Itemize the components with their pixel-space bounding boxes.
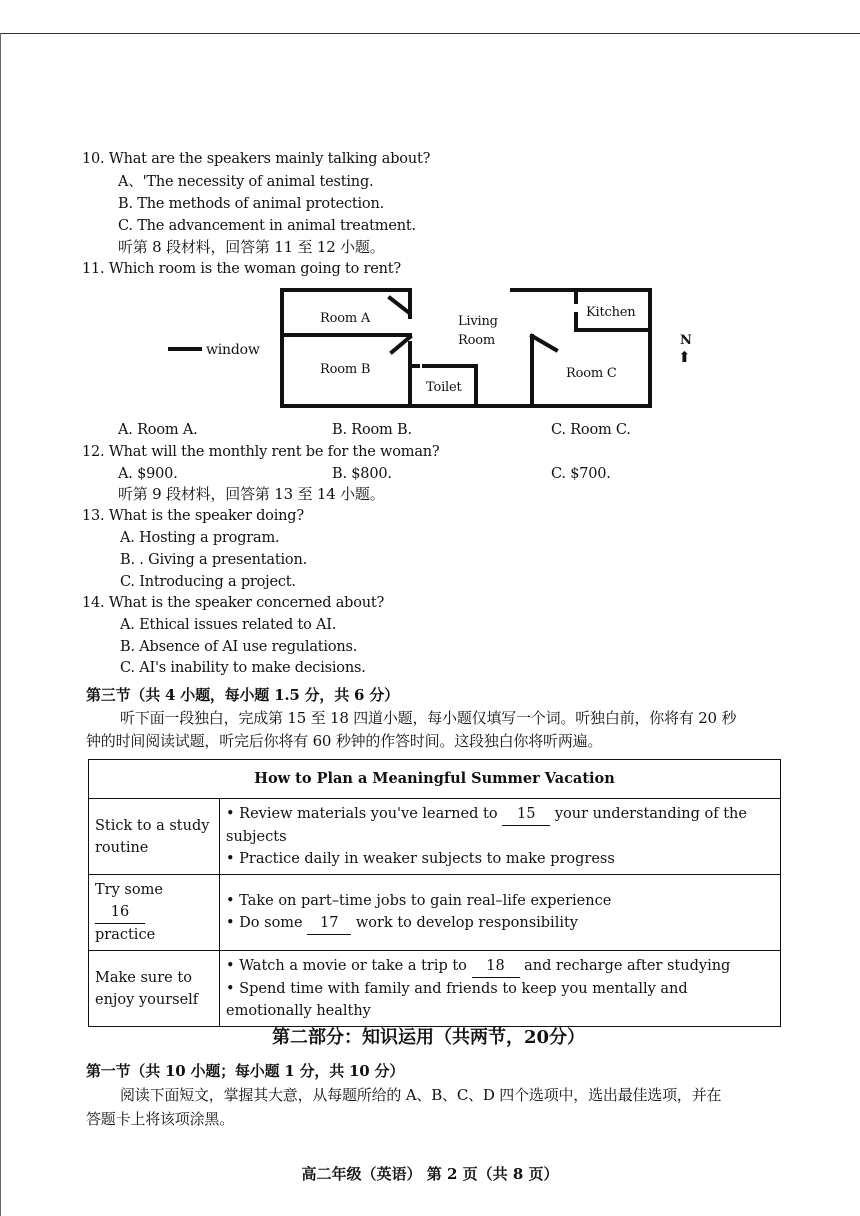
row3-label-line1: Make sure to	[95, 969, 192, 986]
part2-instruction-line2: 答题卡上将该项涂黑。	[86, 1110, 235, 1128]
q14-stem: 14. What is the speaker concerned about?	[82, 595, 385, 611]
q12-stem: 12. What will the monthly rent be for the woman?	[82, 444, 440, 460]
q10-option-a: A、'The necessity of animal testing.	[118, 174, 374, 190]
row3-bullet2: • Spend time with family and friends to keep you mentally and emotionally healthy	[226, 981, 688, 1019]
row1-bullet1-tail: your understanding of the subjects	[226, 806, 747, 845]
part2-section1-title: 第一节（共 10 小题；每小题 1 分，共 10 分）	[86, 1062, 405, 1080]
table-title: How to Plan a Meaningful Summer Vacation	[89, 760, 781, 799]
section3-title: 第三节（共 4 小题，每小题 1.5 分，共 6 分）	[86, 686, 399, 704]
row1-bullet2: • Practice daily in weaker subjects to make progress	[226, 851, 615, 867]
kitchen-label: Kitchen	[586, 305, 636, 320]
q14-option-b: B. Absence of AI use regulations.	[120, 639, 358, 655]
table-row	[89, 799, 781, 875]
q13-option-b: B. . Giving a presentation.	[120, 552, 307, 568]
row1-bullet1-text: • Review materials you've learned to	[226, 806, 498, 822]
row3-bullet1	[226, 955, 774, 978]
room-c-label: Room C	[566, 366, 617, 381]
section3-instruction-line2: 钟的时间阅读试题，听完后你将有 60 秒钟的作答时间。这段独白你将听两遍。	[86, 732, 603, 750]
window-legend-line	[168, 347, 202, 351]
row2-label-line2: practice	[95, 927, 156, 943]
blank-16: 16	[95, 901, 145, 924]
north-arrow-icon: ⬆	[678, 348, 691, 366]
instruction-9: 听第 9 段材料，回答第 13 至 14 小题。	[118, 485, 385, 503]
row3-bullet1-text: • Watch a movie or take a trip to	[226, 958, 467, 974]
toilet-label: Toilet	[426, 380, 462, 395]
q14-option-a: A. Ethical issues related to AI.	[120, 617, 337, 633]
top-border-line	[0, 33, 860, 34]
row2-bullet1: • Take on part–time jobs to gain real–life experience	[226, 893, 612, 909]
row3-content	[220, 951, 781, 1027]
q10-stem: 10. What are the speakers mainly talking about?	[82, 151, 431, 167]
row1-content	[220, 799, 781, 875]
row1-label-line2: routine	[95, 839, 149, 856]
q11-stem: 11. Which room is the woman going to rent?	[82, 261, 401, 277]
q10-option-c: C. The advancement in animal treatment.	[118, 218, 416, 234]
row2-bullet2-tail: work to develop responsibility	[355, 915, 578, 931]
room-b-label: Room B	[320, 362, 371, 377]
instruction-8: 听第 8 段材料，回答第 11 至 12 小题。	[118, 238, 385, 256]
living-room-label-line2: Room	[458, 333, 495, 348]
floor-plan	[280, 288, 652, 408]
row3-label	[89, 951, 220, 1027]
living-room-label-line1: Living	[458, 314, 498, 329]
row3-bullet1-tail: and recharge after studying	[524, 958, 731, 974]
row3-label-line2: enjoy yourself	[95, 991, 199, 1008]
window-legend-label: window	[206, 342, 260, 358]
north-label: N	[680, 333, 692, 348]
summer-vacation-table	[88, 759, 781, 1027]
row2-label-line1	[95, 879, 213, 924]
q12-option-a: A. $900.	[118, 466, 178, 482]
row1-bullet1	[226, 803, 774, 848]
row2-bullet2	[226, 912, 774, 935]
table-row	[89, 875, 781, 951]
q12-option-b: B. $800.	[332, 466, 392, 482]
section3-instruction-line1: 听下面一段独白，完成第 15 至 18 四道小题，每小题仅填写一个词。听独白前，你将有 20 秒	[120, 709, 737, 727]
room-a-label: Room A	[320, 311, 371, 326]
row2-content	[220, 875, 781, 951]
q10-option-b: B. The methods of animal protection.	[118, 196, 385, 212]
left-border-line	[0, 33, 1, 1216]
blank-17: 17	[307, 912, 351, 935]
q14-option-c: C. AI's inability to make decisions.	[120, 660, 366, 676]
row2-label	[89, 875, 220, 951]
row2-label-text: Try some	[95, 882, 163, 898]
row1-label-line1: Stick to a study	[95, 817, 210, 834]
table-row	[89, 951, 781, 1027]
row2-bullet2-text: • Do some	[226, 915, 303, 931]
part2-instruction-line1: 阅读下面短文，掌握其大意，从每题所给的 A、B、C、D 四个选项中，选出最佳选项，并在	[120, 1086, 722, 1104]
blank-18: 18	[472, 955, 520, 978]
q13-option-c: C. Introducing a project.	[120, 574, 296, 590]
blank-15: 15	[502, 803, 550, 826]
row1-label	[89, 799, 220, 875]
page-footer: 高二年级（英语） 第 2 页（共 8 页）	[301, 1165, 559, 1183]
q11-option-b: B. Room B.	[332, 422, 412, 438]
q13-option-a: A. Hosting a program.	[120, 530, 280, 546]
q12-option-c: C. $700.	[551, 466, 611, 482]
q11-option-c: C. Room C.	[551, 422, 631, 438]
part2-title: 第二部分：知识运用（共两节，20分）	[272, 1027, 586, 1048]
q11-option-a: A. Room A.	[118, 422, 198, 438]
q13-stem: 13. What is the speaker doing?	[82, 508, 304, 524]
